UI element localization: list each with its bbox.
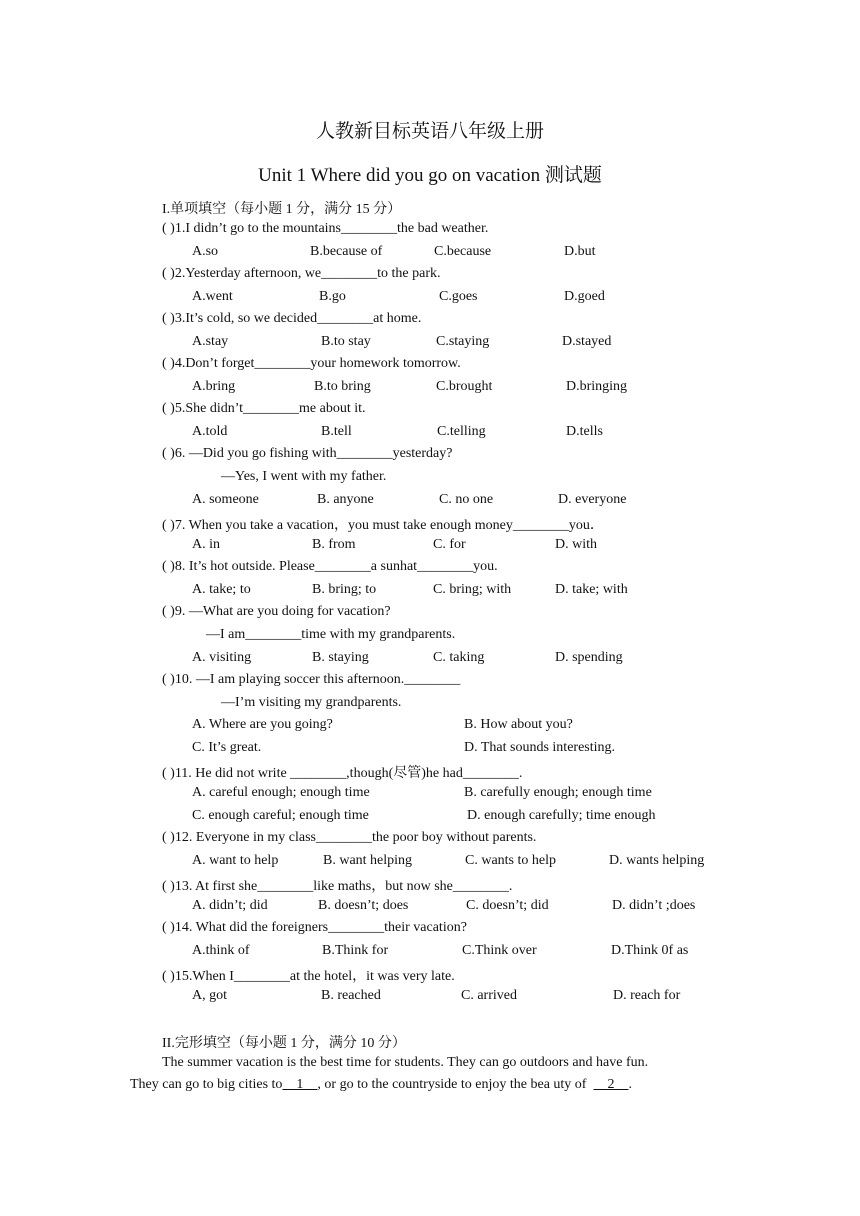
q13-option-d: D. didn’t ;does: [612, 898, 696, 913]
q4-option-b: B.to bring: [314, 379, 371, 394]
q15-option-b: B. reached: [321, 988, 381, 1003]
cloze-paragraph-line-2: [130, 1077, 632, 1093]
q6-option-d: D. everyone: [558, 492, 627, 507]
q13-option-b: B. doesn’t; does: [318, 898, 409, 913]
question-13: ( )13. At first she________like maths，but now she________.: [162, 879, 513, 894]
q15-option-a: A, got: [192, 988, 227, 1003]
q3-option-b: B.to stay: [321, 334, 371, 349]
q1-option-c: C.because: [434, 244, 492, 259]
q8-option-a: A. take; to: [192, 582, 251, 597]
page-title: 人教新目标英语八年级上册: [315, 121, 544, 142]
q2-option-d: D.goed: [564, 289, 605, 304]
q3-option-a: A.stay: [192, 334, 229, 349]
q8-option-b: B. bring; to: [312, 582, 377, 597]
q15-option-c: C. arrived: [461, 988, 517, 1003]
q5-option-a: A.told: [192, 424, 228, 439]
question-5: ( )5.She didn’t________me about it.: [162, 401, 366, 416]
question-3: ( )3.It’s cold, so we decided________at home.: [162, 311, 422, 326]
q6-option-b: B. anyone: [317, 492, 374, 507]
q3-option-d: D.stayed: [562, 334, 612, 349]
q8-option-d: D. take; with: [555, 582, 628, 597]
question-10: ( )10. —I am playing soccer this afternoon.________: [162, 672, 461, 687]
q4-option-a: A.bring: [192, 379, 236, 394]
q2-option-a: A.went: [192, 289, 233, 304]
q9-option-d: D. spending: [555, 650, 623, 665]
q4-option-d: D.bringing: [566, 379, 628, 394]
q5-option-c: C.telling: [437, 424, 486, 439]
cloze-text-c: .: [628, 1077, 632, 1092]
question-8: ( )8. It’s hot outside. Please________a sunhat________you.: [162, 559, 498, 574]
question-14: ( )14. What did the foreigners________their vacation?: [162, 920, 467, 935]
q11-option-a: A. careful enough; enough time: [192, 785, 370, 800]
q10-option-a: A. Where are you going?: [192, 717, 333, 732]
q2-option-c: C.goes: [439, 289, 478, 304]
cloze-paragraph-line-1: The summer vacation is the best time for students. They can go outdoors and have fun.: [162, 1055, 649, 1070]
q14-option-a: A.think of: [192, 943, 250, 958]
q7-option-a: A. in: [192, 537, 220, 552]
question-2: ( )2.Yesterday afternoon, we________to the park.: [162, 266, 441, 281]
cloze-blank-2: 2: [593, 1077, 629, 1092]
q7-option-d: D. with: [555, 537, 597, 552]
q1-option-b: B.because of: [310, 244, 383, 259]
q11-option-c: C. enough careful; enough time: [192, 808, 369, 823]
q7-option-b: B. from: [312, 537, 356, 552]
q14-option-d: D.Think 0f as: [611, 943, 689, 958]
q8-option-c: C. bring; with: [433, 582, 512, 597]
cloze-blank-1: 1: [282, 1077, 318, 1092]
q12-option-c: C. wants to help: [465, 853, 556, 868]
page-subtitle: Unit 1 Where did you go on vacation 测试题: [258, 165, 602, 186]
question-12: ( )12. Everyone in my class________the poor boy without parents.: [162, 830, 537, 845]
q5-option-d: D.tells: [566, 424, 603, 439]
q6-option-a: A. someone: [192, 492, 259, 507]
q7-option-c: C. for: [433, 537, 466, 552]
question-4: ( )4.Don’t forget________your homework tomorrow.: [162, 356, 461, 371]
q14-option-c: C.Think over: [462, 943, 537, 958]
q4-option-c: C.brought: [436, 379, 493, 394]
q10-continuation: —I’m visiting my grandparents.: [221, 695, 402, 710]
section-heading-cloze: II.完形填空（每小题 1 分，满分 10 分）: [162, 1036, 406, 1051]
q13-option-a: A. didn’t; did: [192, 898, 268, 913]
question-6: ( )6. —Did you go fishing with________yesterday?: [162, 446, 453, 461]
q3-option-c: C.staying: [436, 334, 490, 349]
q12-option-d: D. wants helping: [609, 853, 705, 868]
question-15: ( )15.When I________at the hotel，it was very late.: [162, 969, 455, 984]
q11-option-d: D. enough carefully; time enough: [467, 808, 656, 823]
question-11: ( )11. He did not write ________,though(尽管)he had________.: [162, 766, 523, 781]
q10-option-c: C. It’s great.: [192, 740, 262, 755]
cloze-text-b: , or go to the countryside to enjoy the bea uty of: [317, 1077, 594, 1092]
q2-option-b: B.go: [319, 289, 346, 304]
q9-continuation: —I am________time with my grandparents.: [206, 627, 456, 642]
q6-option-c: C. no one: [439, 492, 494, 507]
cloze-text-a: They can go to big cities to: [130, 1077, 283, 1092]
q9-option-c: C. taking: [433, 650, 485, 665]
q15-option-d: D. reach for: [613, 988, 681, 1003]
q11-option-b: B. carefully enough; enough time: [464, 785, 652, 800]
q14-option-b: B.Think for: [322, 943, 389, 958]
q12-option-b: B. want helping: [323, 853, 413, 868]
section-heading-multiple-choice: I.单项填空（每小题 1 分，满分 15 分）: [162, 202, 402, 217]
q1-option-a: A.so: [192, 244, 219, 259]
q1-option-d: D.but: [564, 244, 596, 259]
q5-option-b: B.tell: [321, 424, 352, 439]
q10-option-d: D. That sounds interesting.: [464, 740, 616, 755]
q9-option-a: A. visiting: [192, 650, 252, 665]
question-9: ( )9. —What are you doing for vacation?: [162, 604, 391, 619]
question-1: ( )1.I didn’t go to the mountains________the bad weather.: [162, 221, 489, 236]
q13-option-c: C. doesn’t; did: [466, 898, 549, 913]
q12-option-a: A. want to help: [192, 853, 279, 868]
q9-option-b: B. staying: [312, 650, 369, 665]
q10-option-b: B. How about you?: [464, 717, 573, 732]
question-7: ( )7. When you take a vacation，you must take enough money________you．: [162, 518, 604, 533]
q6-continuation: —Yes, I went with my father.: [221, 469, 387, 484]
